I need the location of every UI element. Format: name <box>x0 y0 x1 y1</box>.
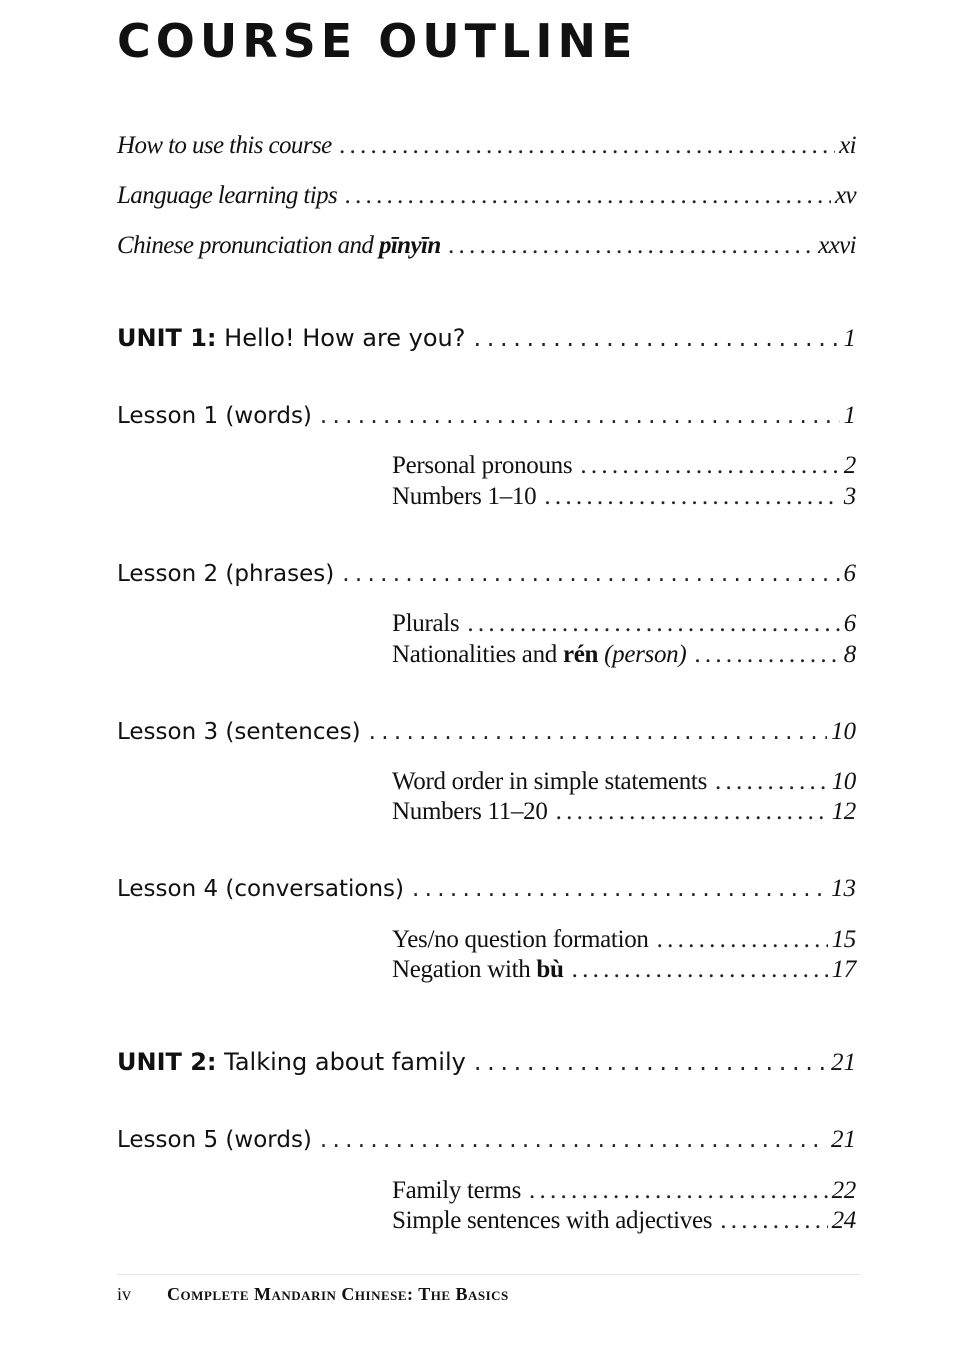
dot-leader <box>572 956 828 984</box>
dot-leader <box>694 641 839 669</box>
page-number: iv <box>117 1284 132 1304</box>
dot-leader <box>720 1207 827 1235</box>
entry-label: Language learning tips <box>117 182 338 209</box>
entry-page: 21 <box>831 1126 856 1153</box>
entry-page: 1 <box>843 325 856 352</box>
subentry-label: Nationalities and rén (person) <box>392 641 687 668</box>
entry-page: 13 <box>831 875 856 902</box>
entry-page: 15 <box>831 926 856 953</box>
unit-title: Hello! How are you? <box>216 324 466 352</box>
dot-leader <box>580 452 839 480</box>
unit-title: Talking about family <box>216 1048 466 1076</box>
subentry-label: Personal pronouns <box>392 452 573 479</box>
entry-page: xv <box>835 182 856 209</box>
dot-leader <box>320 403 840 429</box>
toc-subentry[interactable] <box>392 956 856 984</box>
subentry-label: Plurals <box>392 610 460 637</box>
toc-subentry[interactable] <box>392 641 856 669</box>
entry-page: 2 <box>843 452 856 479</box>
toc-lesson-2[interactable] <box>117 560 856 588</box>
entry-page: 17 <box>831 956 856 983</box>
subentry-label: Numbers 1–10 <box>392 483 537 510</box>
pinyin-emphasis: pīnyīn <box>378 232 441 259</box>
dot-leader <box>544 483 839 511</box>
toc-lesson-3[interactable] <box>117 718 856 746</box>
dot-leader <box>449 232 815 260</box>
toc-lesson-5[interactable] <box>117 1126 856 1154</box>
entry-page: 12 <box>831 798 856 825</box>
entry-label: Chinese pronunciation and pīnyīn <box>117 232 441 259</box>
page-footer <box>117 1284 509 1305</box>
lesson-label: Lesson 3 (sentences) <box>117 719 361 745</box>
toc-subentry[interactable] <box>392 1207 856 1235</box>
subentry-label: Word order in simple statements <box>392 768 708 795</box>
entry-page: 10 <box>831 768 856 795</box>
subentry-label: Family terms <box>392 1177 522 1204</box>
subentry-label: Yes/no question formation <box>392 926 649 953</box>
pinyin-emphasis: rén <box>562 641 599 668</box>
dot-leader <box>345 182 831 210</box>
lesson-label: Lesson 2 (phrases) <box>117 561 335 587</box>
dot-leader <box>342 561 839 587</box>
dot-leader <box>340 132 836 160</box>
toc-entry-pronunciation[interactable] <box>117 232 856 260</box>
entry-page: 6 <box>843 560 856 587</box>
lesson-label: Lesson 5 (words) <box>117 1127 312 1153</box>
entry-label: How to use this course <box>117 132 332 159</box>
entry-page: 3 <box>843 483 856 510</box>
toc-subentry[interactable] <box>392 798 856 826</box>
dot-leader <box>467 610 839 638</box>
unit-number: UNIT 2: <box>117 1048 217 1076</box>
book-title: Complete Mandarin Chinese: The Basics <box>167 1284 509 1304</box>
page-title: COURSE OUTLINE <box>117 14 638 68</box>
lesson-label: Lesson 1 (words) <box>117 403 312 429</box>
toc-entry-learning-tips[interactable] <box>117 182 856 210</box>
dot-leader <box>657 926 828 954</box>
entry-page: xi <box>839 132 856 159</box>
entry-page: xxvi <box>818 232 856 259</box>
toc-subentry[interactable] <box>392 610 856 638</box>
footer-divider <box>117 1274 860 1275</box>
toc-subentry[interactable] <box>392 483 856 511</box>
lesson-label: Lesson 4 (conversations) <box>117 876 405 902</box>
toc-subentry[interactable] <box>392 768 856 796</box>
dot-leader <box>369 719 827 745</box>
toc-lesson-4[interactable] <box>117 875 856 903</box>
entry-page: 6 <box>843 610 856 637</box>
unit-number: UNIT 1: <box>117 324 217 352</box>
dot-leader <box>474 324 840 352</box>
toc-entry-how-to-use[interactable] <box>117 132 856 160</box>
pinyin-emphasis: bù <box>536 956 564 983</box>
toc-subentry[interactable] <box>392 1177 856 1205</box>
unit-heading <box>117 1048 474 1076</box>
entry-page: 21 <box>831 1049 856 1076</box>
entry-page: 24 <box>831 1207 856 1234</box>
dot-leader <box>529 1177 828 1205</box>
subentry-label: Numbers 11–20 <box>392 798 548 825</box>
toc-subentry[interactable] <box>392 926 856 954</box>
dot-leader <box>474 1048 827 1076</box>
dot-leader <box>320 1127 827 1153</box>
dot-leader <box>715 768 828 796</box>
dot-leader <box>412 876 827 902</box>
entry-page: 1 <box>843 402 856 429</box>
dot-leader <box>556 798 828 826</box>
entry-page: 10 <box>831 718 856 745</box>
entry-page: 8 <box>843 641 856 668</box>
toc-unit-1[interactable] <box>117 324 856 353</box>
subentry-label: Simple sentences with adjectives <box>392 1207 713 1234</box>
gloss: (person) <box>598 641 687 668</box>
toc-subentry[interactable] <box>392 452 856 480</box>
subentry-label: Negation with bù <box>392 956 564 983</box>
unit-heading <box>117 324 474 352</box>
toc-lesson-1[interactable] <box>117 402 856 430</box>
toc-unit-2[interactable] <box>117 1048 856 1077</box>
entry-page: 22 <box>831 1177 856 1204</box>
